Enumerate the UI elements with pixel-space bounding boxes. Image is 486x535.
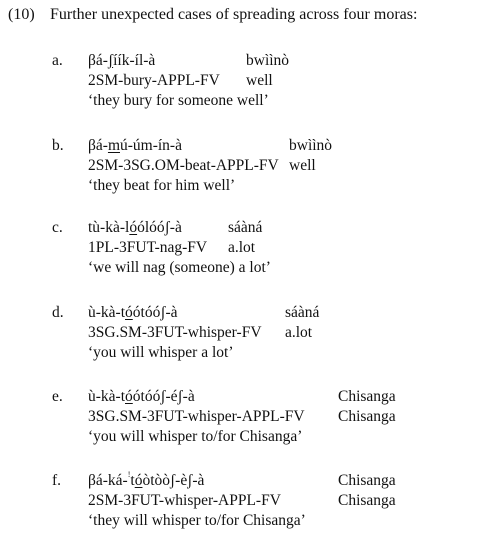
example-gloss: 2SM-3SG.OM-beat-APPL-FV [88,157,279,174]
example-letter: d. [52,304,64,321]
example-gloss-word2: a.lot [228,239,256,256]
example-translation: ‘we will nag (someone) a lot’ [88,259,271,276]
example-translation: ‘they beat for him well’ [88,177,236,194]
example-translation: ‘you will whisper to/for Chisanga’ [88,428,303,445]
example-number: (10) [8,6,35,23]
example-gloss: 1PL-3FUT-nag-FV [88,239,208,256]
example-letter: a. [52,52,63,69]
example-form: βá-ʃíík-íl-à [88,52,156,69]
example-form: βá-mú-úm-ín-à [88,137,182,154]
example-letter: e. [52,388,63,405]
example-gloss: 3SG.SM-3FUT-whisper-APPL-FV [88,408,305,425]
example-gloss-word2: well [289,157,316,174]
example-form-word2: sáàná [228,219,263,236]
example-translation: ‘they will whisper to/for Chisanga’ [88,512,306,529]
example-translation: ‘they bury for someone well’ [88,92,269,109]
example-gloss-word2: well [246,72,273,89]
example-heading [8,6,417,24]
example-gloss: 2SM-bury-APPL-FV [88,72,220,89]
example-gloss: 3SG.SM-3FUT-whisper-FV [88,324,262,341]
example-letter: f. [52,472,62,489]
example-gloss-word2: Chisanga [338,408,396,425]
example-gloss-word2: a.lot [285,324,313,341]
example-form: βá-ká-!tóòtòòʃ-èʃ-à [88,470,205,489]
example-form-word2: bwììnò [246,52,290,69]
example-letter: b. [52,137,64,154]
example-form-word2: sáàná [285,304,320,321]
example-form: ù-kà-tóótóóʃ-éʃ-à [88,388,195,405]
example-form-word2: Chisanga [338,472,396,489]
example-gloss: 2SM-3FUT-whisper-APPL-FV [88,492,281,509]
example-form-word2: bwììnò [289,137,333,154]
example-form: tù-kà-lóólóóʃ-à [88,219,182,236]
example-form-word2: Chisanga [338,388,396,405]
example-form: ù-kà-tóótóóʃ-à [88,304,178,321]
example-title: Further unexpected cases of spreading across four moras: [50,6,418,23]
example-gloss-word2: Chisanga [338,492,396,509]
example-translation: ‘you will whisper a lot’ [88,344,234,361]
example-letter: c. [52,219,63,236]
